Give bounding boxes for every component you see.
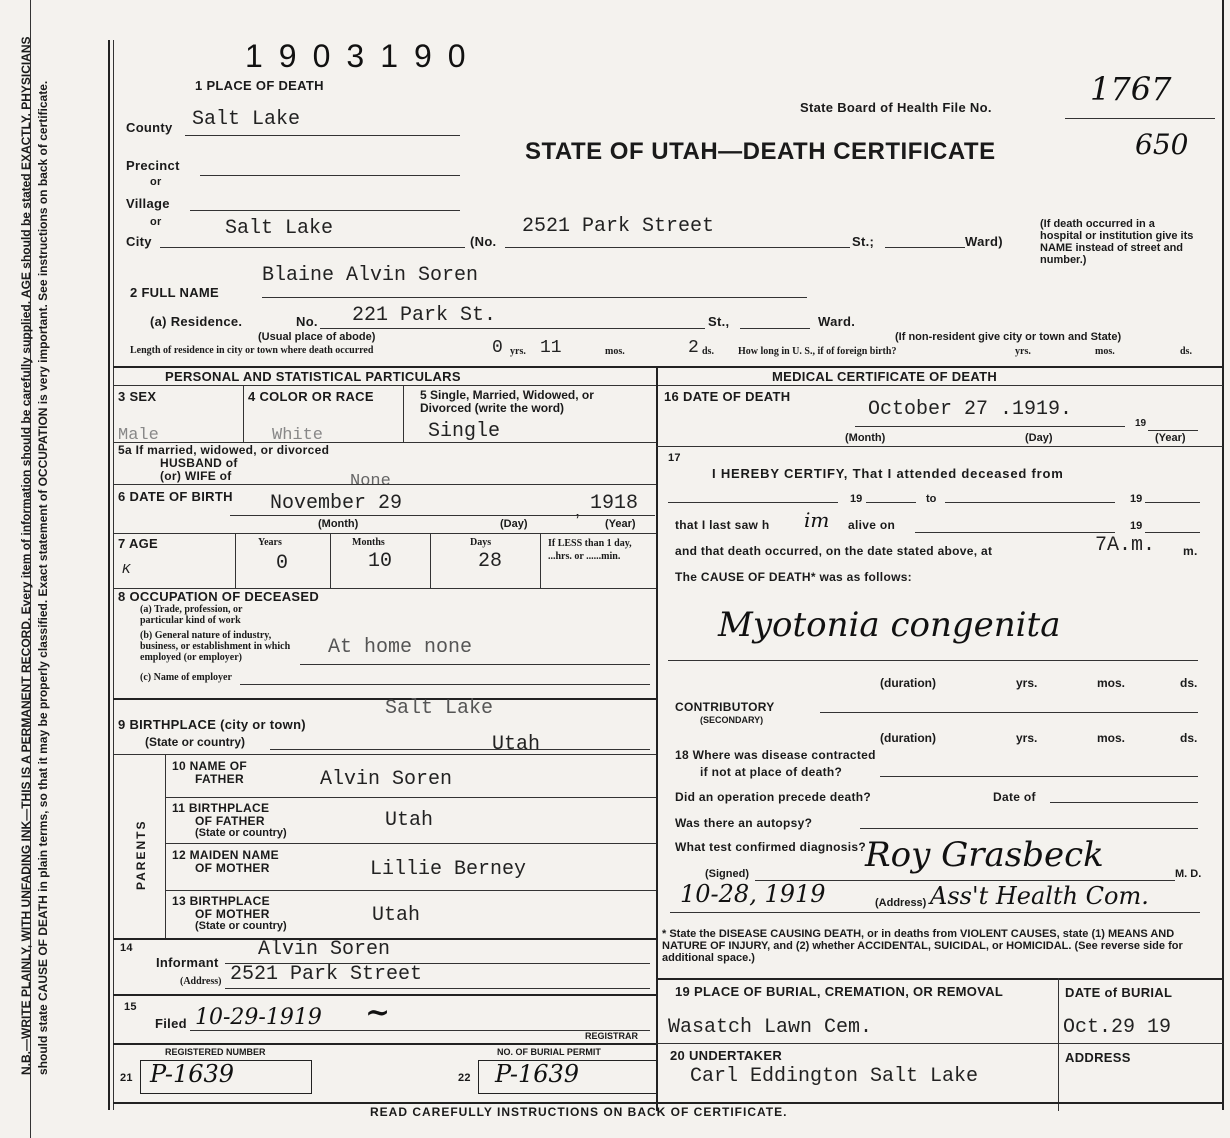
handwritten-number: 650 (1135, 128, 1189, 161)
dob-year: 1918 (590, 492, 639, 515)
city-label: City (126, 234, 152, 249)
street-value: 2521 Park Street (522, 215, 715, 238)
filed-date: 10-29-1919 (195, 1005, 322, 1030)
sex-value: Male (118, 426, 159, 445)
county-label: County (126, 120, 173, 135)
county-value: Salt Lake (192, 108, 301, 131)
precinct-label: Precinct (126, 158, 180, 173)
full-name-value: Blaine Alvin Soren (262, 264, 479, 287)
date-of-death: October 27 .1919. (868, 398, 1073, 421)
village-label: Village (126, 196, 170, 211)
hospital-note: (If death occurred in a hospital or institution give its NAME instead of street and number.) (1040, 218, 1194, 266)
full-name-label: 2 FULL NAME (130, 285, 220, 300)
birthplace-city: Salt Lake (385, 697, 494, 720)
burial-date: Oct.29 19 (1063, 1016, 1172, 1039)
burial-place: Wasatch Lawn Cem. (668, 1016, 873, 1039)
cause-of-death: Myotonia congenita (718, 605, 1061, 645)
informant-value: Alvin Soren (258, 938, 391, 961)
file-number: 1767 (1090, 70, 1172, 108)
informant-address: 2521 Park Street (230, 963, 423, 986)
parents-side-label: PARENTS (134, 819, 148, 890)
marital-value: Single (428, 420, 501, 443)
father-value: Alvin Soren (320, 768, 453, 791)
city-value: Salt Lake (225, 217, 334, 240)
margin-instructions: N.B.—WRITE PLAINLY, WITH UNFADING INK—THIS IS A PERMANENT RECORD. Every item of information should be carefully supplied. AGE should be stated EXACTLY. PHYSICIANS should state CAUSE OF DEATH in plain terms, so that it may be properly classified. Exact statement of OCCUPATION is very important. See instructions on back of certificate. (19, 36, 50, 1075)
undertaker-value: Carl Eddington Salt Lake (690, 1065, 979, 1088)
left-border (108, 40, 110, 1110)
age-years: 0 (276, 552, 289, 575)
place-of-death-label: 1 PLACE OF DEATH (195, 78, 324, 93)
left-border-inner (113, 40, 114, 1110)
medical-header: MEDICAL CERTIFICATE OF DEATH (772, 369, 998, 384)
right-border (1222, 0, 1224, 1110)
registrar-signature: ~ (365, 995, 391, 1030)
physician-signature: Roy Grasbeck (865, 835, 1104, 875)
registered-number: P-1639 (150, 1060, 235, 1088)
burial-permit-number: P-1639 (495, 1060, 580, 1088)
medical-footnote: * State the DISEASE CAUSING DEATH, or in deaths from VIOLENT CAUSES, state (1) MEANS AND NATURE OF INJURY, and (2) whether ACCIDENTAL, SUICIDAL, or HOMICIDAL. (See reverse side for additional space.) (662, 928, 1183, 964)
certify-text: I HEREBY CERTIFY, That I attended deceased from (712, 466, 1064, 481)
age-days: 28 (478, 550, 503, 573)
occupation-value: At home none (328, 636, 473, 659)
signed-date: 10-28, 1919 (680, 880, 826, 908)
spouse-value: None (350, 472, 391, 491)
birthplace-state: Utah (492, 733, 541, 756)
age-months: 10 (368, 550, 393, 573)
father-birthplace: Utah (385, 809, 434, 832)
dob-value: November 29 (270, 492, 403, 515)
time-of-death: 7A.m. (1095, 534, 1156, 557)
residence-value: 221 Park St. (352, 304, 497, 327)
personal-header: PERSONAL AND STATISTICAL PARTICULARS (165, 369, 461, 384)
certificate-title: STATE OF UTAH—DEATH CERTIFICATE (525, 138, 996, 165)
mother-birthplace: Utah (372, 904, 421, 927)
footer-instructions: READ CAREFULLY INSTRUCTIONS ON BACK OF CERTIFICATE. (370, 1105, 788, 1119)
color-value: White (272, 426, 324, 445)
file-no-label: State Board of Health File No. (800, 100, 992, 115)
physician-address: Ass't Health Com. (930, 882, 1149, 910)
doc-number: 1903190 (245, 38, 482, 74)
mother-value: Lillie Berney (370, 858, 527, 881)
